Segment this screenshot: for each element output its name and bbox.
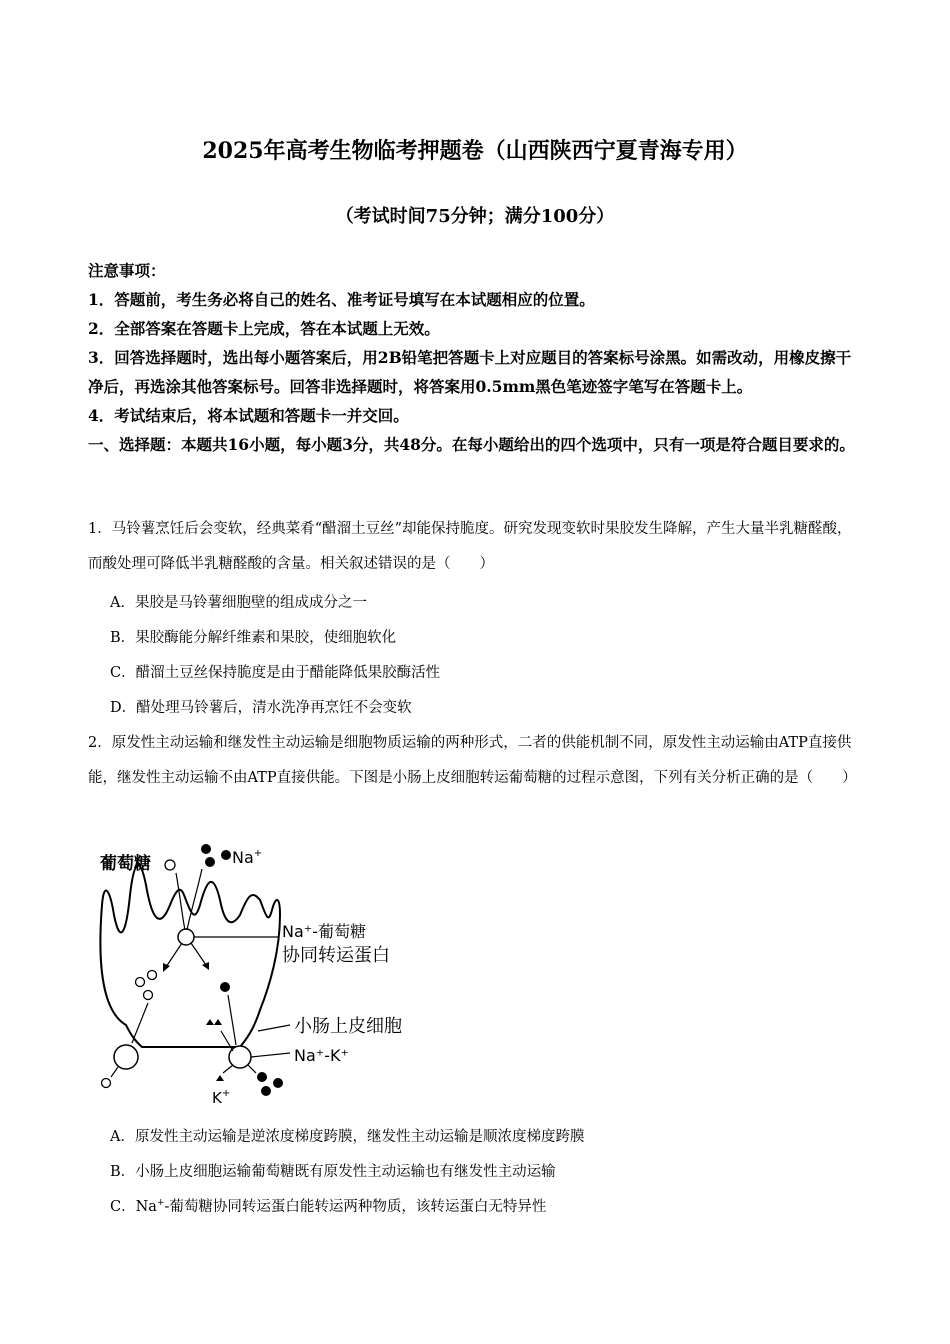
cell-outline (100, 865, 280, 1047)
potassium-ion (214, 1019, 222, 1025)
sodium-ion (221, 850, 231, 860)
glucose-carrier (114, 1045, 138, 1069)
sodium-ion (220, 982, 230, 992)
section-heading: 一、选择题：本题共16小题，每小题3分，共48分。在每小题给出的四个选项中，只有一项是符合题目要求的。 (88, 435, 855, 454)
notice-block (88, 256, 863, 459)
glucose-label: 葡萄糖 (100, 854, 151, 874)
question-1-option-a: A．果胶是马铃薯细胞壁的组成成分之一 (110, 595, 367, 611)
question-2-option-b: B．小肠上皮细胞运输葡萄糖既有原发性主动运输也有继发性主动运输 (110, 1164, 556, 1180)
cotransporter-protein (178, 929, 194, 945)
sodium-ion (201, 844, 211, 854)
sodium-ion (261, 1086, 271, 1096)
question-2-stem: 2．原发性主动运输和继发性主动运输是细胞物质运输的两种形式，二者的供能机制不同，原发性主动运输由ATP直接供能，继发性主动运输不由ATP直接供能。下图是小肠上皮细胞转运葡萄糖的过程示意图，下列有关分析正确的是（ ） (88, 735, 857, 786)
pump-label: Na⁺-K⁺ (294, 1046, 349, 1065)
notice-item: 3．回答选择题时，选出每小题答案后，用2B铅笔把答题卡上对应题目的答案标号涂黑。如需改动，用橡皮擦干净后，再选涂其他答案标号。回答非选择题时，将答案用0.5mm黑色笔迹签字笔写在答题卡上。 (88, 348, 852, 396)
notice-item: 1．答题前，考生务必将自己的姓名、准考证号填写在本试题相应的位置。 (88, 290, 595, 309)
question-1-option-b: B．果胶酶能分解纤维素和果胶，使细胞软化 (110, 630, 397, 646)
sodium-ion (205, 857, 215, 867)
question-1-stem: 1．马铃薯烹饪后会变软，经典菜肴“醋溜土豆丝”却能保持脆度。研究发现变软时果胶发生降解，产生大量半乳糖醛酸，而酸处理可降低半乳糖醛酸的含量。相关叙述错误的是（ ） (88, 521, 852, 572)
notice-item: 4．考试结束后，将本试题和答题卡一并交回。 (88, 406, 409, 425)
glucose-molecule (144, 991, 153, 1000)
sodium-ion (273, 1078, 283, 1088)
question-2-option-c: C．Na+-葡萄糖协同转运蛋白能转运两种物质，该转运蛋白无特异性 (110, 1198, 547, 1215)
cotransporter-label: Na⁺-葡萄糖 (282, 922, 366, 941)
exam-info: （考试时间75分钟；满分100分） (335, 206, 615, 227)
notice-heading: 注意事项： (88, 261, 166, 280)
k-label: K+ (212, 1088, 231, 1107)
question-1-option-d: D．醋处理马铃薯后，清水洗净再烹饪不会变软 (110, 700, 412, 716)
potassium-ion (206, 1019, 214, 1025)
na-label: Na+ (232, 848, 263, 867)
glucose-molecule (102, 1079, 111, 1088)
notice-item: 2．全部答案在答题卡上完成，答在本试题上无效。 (88, 319, 440, 338)
sodium-ion (257, 1072, 267, 1082)
glucose-molecule (148, 971, 157, 980)
cotransporter-label: 协同转运蛋白 (282, 945, 390, 966)
glucose-molecule (165, 860, 175, 870)
question-1-option-c: C．醋溜土豆丝保持脆度是由于醋能降低果胶酶活性 (110, 665, 441, 681)
glucose-molecule (136, 978, 145, 987)
page-title: 2025年高考生物临考押题卷（山西陕西宁夏青海专用） (202, 138, 748, 164)
transport-diagram (90, 835, 430, 1110)
potassium-ion (216, 1075, 224, 1081)
question-2-option-a: A．原发性主动运输是逆浓度梯度跨膜，继发性主动运输是顺浓度梯度跨膜 (110, 1129, 585, 1145)
cell-label: 小肠上皮细胞 (294, 1016, 402, 1037)
